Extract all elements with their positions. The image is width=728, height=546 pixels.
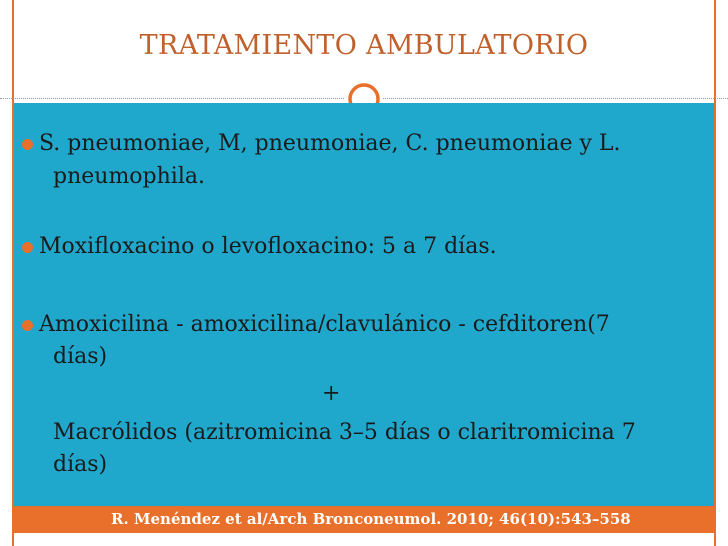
dot-bullet-icon <box>22 242 33 253</box>
bullet-text-continued: días) <box>53 344 108 369</box>
extra-text: Macrólidos (azitromicina 3–5 días o claritromicina 7 <box>53 420 636 445</box>
content-panel <box>14 103 714 506</box>
bullet-text-continued: pneumophila. <box>53 164 205 189</box>
citation: R. Menéndez et al/Arch Bronconeumol. 2010; 46(10):543–558 <box>111 510 631 528</box>
bullet-text: S. pneumoniae, M, pneumoniae, C. pneumoniae y L. <box>39 131 621 156</box>
dot-bullet-icon <box>22 320 33 331</box>
plus-sign: + <box>322 381 341 406</box>
bullet-text: Moxifloxacino o levofloxacino: 5 a 7 días. <box>39 234 497 259</box>
slide-title: TRATAMIENTO AMBULATORIO <box>139 30 589 61</box>
right-border <box>714 0 728 546</box>
dot-bullet-icon <box>22 139 33 150</box>
extra-text-continued: días) <box>53 452 108 477</box>
footer-bar <box>14 506 714 533</box>
left-border <box>0 0 14 546</box>
bullet-text: Amoxicilina - amoxicilina/clavulánico - cefditoren(7 <box>39 312 610 337</box>
